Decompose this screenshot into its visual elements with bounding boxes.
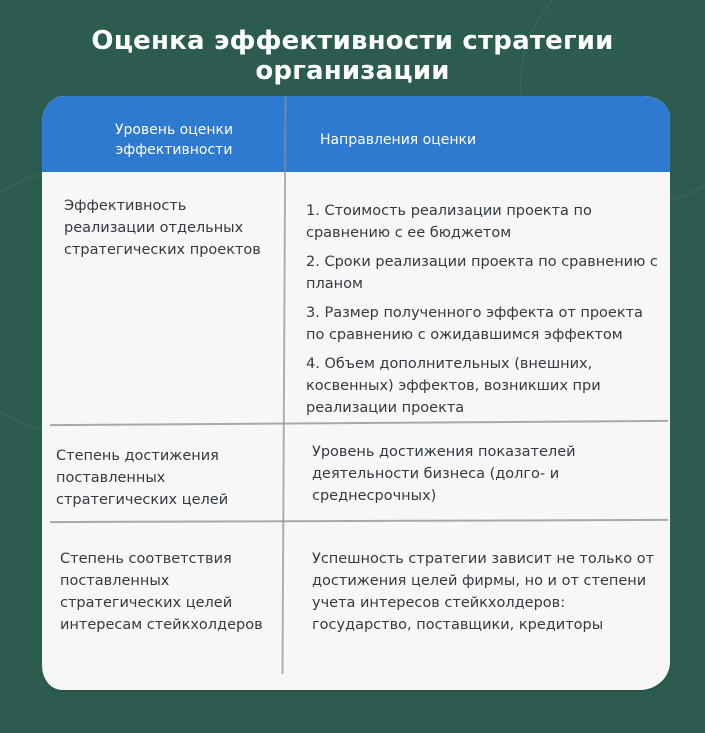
- header-level: Уровень оценки эффективности: [114, 122, 234, 158]
- direction-item: 2. Сроки реализации проекта по сравнению с планом: [306, 254, 658, 292]
- direction-item: 1. Стоимость реализации проекта по сравнению с ее бюджетом: [306, 203, 592, 241]
- page-title: Оценка эффективности стратегии организации: [91, 26, 614, 86]
- row-1-directions: [306, 200, 664, 426]
- direction-item: 4. Объем дополнительных (внешних, косвенных) эффектов, возникших при реализации проекта: [306, 356, 601, 416]
- direction-item: 3. Размер полученного эффекта от проекта по сравнению с ожидавшимся эффектом: [306, 305, 643, 343]
- row-2-directions: Уровень достижения показателей деятельности бизнеса (долго- и среднесрочных): [312, 444, 576, 504]
- row-3-level: Степень соответствия поставленных стратегических целей интересам стейкхолдеров: [60, 551, 263, 633]
- row-2-level: Степень достижения поставленных стратегических целей: [56, 448, 229, 508]
- row-3-directions: Успешность стратегии зависит не только от достижения целей фирмы, но и от степени учета интересов стейкхолдеров: государство, поставщики, кредиторы: [312, 551, 655, 633]
- row-1-level: Эффективность реализации отдельных стратегических проектов: [64, 198, 261, 258]
- evaluation-table: [42, 96, 670, 690]
- header-directions: Направления оценки: [320, 132, 477, 148]
